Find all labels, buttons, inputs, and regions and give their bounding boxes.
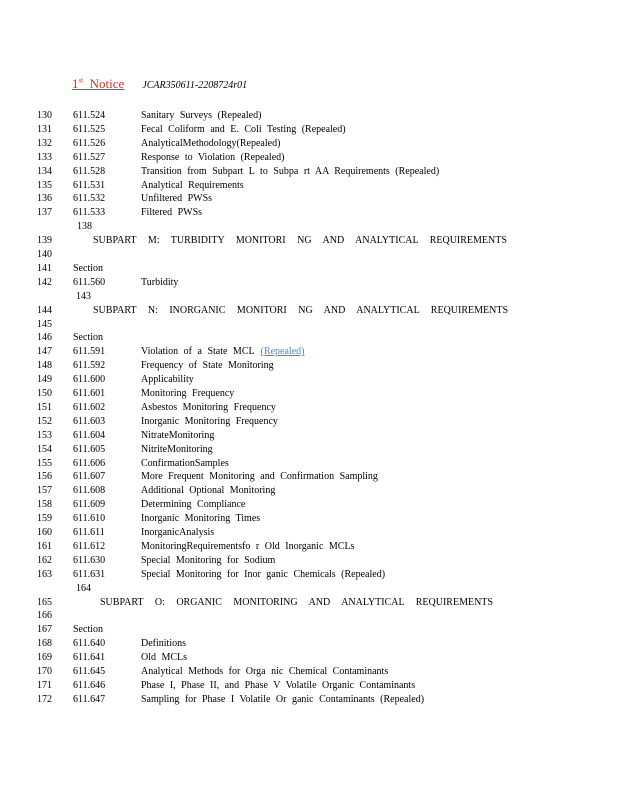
document-line xyxy=(0,568,618,582)
section-title xyxy=(141,151,284,165)
section-number: 611.607 xyxy=(73,471,106,483)
section-title xyxy=(141,512,260,526)
section-title-text: Response to Violation (Repealed) xyxy=(141,151,285,163)
section-title-text: Additional Optional Monitoring xyxy=(141,485,276,497)
section-number: Section xyxy=(73,332,103,344)
section-title xyxy=(141,554,275,568)
document-line xyxy=(0,345,618,359)
section-title xyxy=(141,470,378,484)
line-number: 166 xyxy=(37,610,52,622)
document-line xyxy=(0,415,618,429)
section-title xyxy=(141,665,388,679)
section-title-text: Frequency of State Monitoring xyxy=(141,360,274,372)
section-title-text: NitrateMonitoring xyxy=(141,429,215,441)
document-line xyxy=(0,526,618,540)
line-number: 145 xyxy=(37,318,52,330)
line-number: 148 xyxy=(37,360,52,372)
section-title-text: AnalyticalMethodology(Repealed) xyxy=(141,137,281,149)
notice-link[interactable]: 1st Notice xyxy=(72,76,125,91)
line-number: 153 xyxy=(37,429,52,441)
section-number: Section xyxy=(73,624,103,636)
section-number: 611.591 xyxy=(73,346,106,358)
document-line xyxy=(0,637,618,651)
section-title-text: Inorganic Monitoring Times xyxy=(141,513,261,525)
section-number: 611.526 xyxy=(73,137,106,149)
subpart-heading: SUBPART O: ORGANIC MONITORING AND ANALYTICAL REQUIREMENTS xyxy=(100,596,493,608)
document-line xyxy=(0,276,618,290)
stray-line-number: 143 xyxy=(76,290,91,302)
section-title-text: Transition from Subpart L to Subpa rt AA Requirements (Repealed) xyxy=(141,165,440,177)
document-line xyxy=(0,318,618,332)
document-line xyxy=(0,651,618,665)
section-title xyxy=(141,373,194,387)
line-number: 135 xyxy=(37,179,52,191)
line-number: 155 xyxy=(37,457,52,469)
document-line xyxy=(0,596,618,610)
line-number: 130 xyxy=(37,110,52,121)
section-title-text: Fecal Coliform and E. Coli Testing (Repealed) xyxy=(141,123,346,135)
section-title xyxy=(141,345,304,359)
document-line xyxy=(0,179,618,193)
section-number: 611.610 xyxy=(73,513,106,525)
section-number: 611.528 xyxy=(73,165,106,177)
section-number: 611.524 xyxy=(73,110,106,121)
document-line xyxy=(0,484,618,498)
section-title-text: Old MCLs xyxy=(141,652,188,664)
section-title-text: Sanitary Surveys (Repealed) xyxy=(141,110,262,121)
repealed-link[interactable]: (Repealed) xyxy=(260,346,305,358)
line-number: 147 xyxy=(37,346,52,358)
section-title-text: Definitions xyxy=(141,638,186,650)
subpart-heading: SUBPART N: INORGANIC MONITORI NG AND ANALYTICAL REQUIREMENTS xyxy=(93,304,509,316)
section-title xyxy=(141,192,212,206)
line-number: 169 xyxy=(37,652,52,664)
section-title-text: Monitoring Frequency xyxy=(141,388,235,399)
section-title-text: NitriteMonitoring xyxy=(141,443,213,455)
document-line xyxy=(0,498,618,512)
section-title xyxy=(141,429,214,443)
section-title-text: Filtered PWSs xyxy=(141,207,203,219)
section-number: 611.608 xyxy=(73,485,106,497)
subpart-heading: SUBPART M: TURBIDITY MONITORI NG AND ANALYTICAL REQUIREMENTS xyxy=(93,235,507,247)
stray-line-number: 164 xyxy=(76,582,91,594)
section-title xyxy=(141,498,245,512)
section-number: 611.560 xyxy=(73,276,106,288)
line-number: 134 xyxy=(37,165,52,177)
section-title xyxy=(141,359,274,373)
section-title xyxy=(141,137,280,151)
line-number: 154 xyxy=(37,443,52,455)
line-number: 136 xyxy=(37,193,52,205)
section-title-text: MonitoringRequirementsfo r Old Inorganic MCLs xyxy=(141,540,355,552)
section-title xyxy=(141,415,278,429)
line-number: 156 xyxy=(37,471,52,483)
section-number: 611.603 xyxy=(73,415,106,427)
document-line xyxy=(0,512,618,526)
line-number: 163 xyxy=(37,568,52,580)
line-number: 152 xyxy=(37,415,52,427)
document-line xyxy=(0,206,618,220)
line-number: 167 xyxy=(37,624,52,636)
section-title xyxy=(141,637,186,651)
section-title-text: Analytical Methods for Orga nic Chemical Contaminants xyxy=(141,666,389,677)
stray-line-number: 138 xyxy=(77,221,92,233)
section-title xyxy=(141,401,276,415)
section-number: 611.602 xyxy=(73,401,106,413)
line-number: 133 xyxy=(37,151,52,163)
document-line xyxy=(0,443,618,457)
line-number: 171 xyxy=(37,679,52,691)
line-number: 159 xyxy=(37,513,52,525)
document-line xyxy=(0,387,618,401)
document-line xyxy=(0,331,618,345)
section-title-text: Applicability xyxy=(141,374,194,386)
section-number: 611.611 xyxy=(73,527,105,538)
document-line xyxy=(0,220,618,234)
section-title-text: Analytical Requirements xyxy=(141,179,244,191)
line-number: 162 xyxy=(37,554,52,566)
document-line xyxy=(0,582,618,596)
section-title-text: More Frequent Monitoring and Confirmation Sampling xyxy=(141,471,378,483)
section-number: 611.600 xyxy=(73,374,106,386)
section-number: Section xyxy=(73,262,103,274)
section-title-text: Phase I, Phase II, and Phase V Volatile Organic Contaminants xyxy=(141,679,416,691)
document-line xyxy=(0,109,618,123)
section-number: 611.612 xyxy=(73,540,106,552)
section-number: 611.647 xyxy=(73,693,106,705)
section-title xyxy=(141,651,187,665)
section-title-text: ConfirmationSamples xyxy=(141,457,229,469)
document-line xyxy=(0,262,618,276)
section-title xyxy=(141,109,261,123)
line-number: 142 xyxy=(37,276,52,288)
section-title-text: Sampling for Phase I Volatile Or ganic Contaminants (Repealed) xyxy=(141,693,425,705)
document-line xyxy=(0,401,618,415)
document-line xyxy=(0,151,618,165)
section-title xyxy=(141,679,415,693)
section-number: 611.531 xyxy=(73,179,106,191)
section-title xyxy=(141,693,424,707)
document-line xyxy=(0,165,618,179)
document-line xyxy=(0,137,618,151)
section-number: 611.605 xyxy=(73,443,106,455)
section-number: 611.532 xyxy=(73,193,106,205)
document-line xyxy=(0,359,618,373)
section-title-text: Determining Compliance xyxy=(141,499,246,511)
section-title-text: Inorganic Monitoring Frequency xyxy=(141,415,278,427)
section-title-text: Violation of a State MCL xyxy=(141,346,255,358)
section-number: 611.630 xyxy=(73,554,106,566)
section-title-text: Special Monitoring for Sodium xyxy=(141,554,276,566)
section-number: 611.609 xyxy=(73,499,106,511)
section-number: 611.606 xyxy=(73,457,106,469)
line-number: 160 xyxy=(37,527,52,538)
section-title-text: Turbidity xyxy=(141,276,179,288)
document-line xyxy=(0,609,618,623)
document-line xyxy=(0,665,618,679)
section-title xyxy=(141,484,275,498)
section-number: 611.527 xyxy=(73,151,106,163)
document-line xyxy=(0,290,618,304)
document-line xyxy=(0,429,618,443)
line-number: 140 xyxy=(37,249,52,260)
section-title xyxy=(141,276,178,290)
section-number: 611.646 xyxy=(73,679,106,691)
section-title xyxy=(141,179,244,193)
line-number: 137 xyxy=(37,207,52,219)
line-number: 150 xyxy=(37,388,52,399)
line-number: 165 xyxy=(37,596,52,608)
document-line xyxy=(0,457,618,471)
section-title-text: Unfiltered PWSs xyxy=(141,193,213,205)
section-number: 611.525 xyxy=(73,123,106,135)
line-number: 139 xyxy=(37,235,52,247)
section-number: 611.592 xyxy=(73,360,106,372)
line-number: 144 xyxy=(37,304,52,316)
section-number: 611.631 xyxy=(73,568,106,580)
line-number: 172 xyxy=(37,693,52,705)
section-number: 611.533 xyxy=(73,207,106,219)
document-line xyxy=(0,123,618,137)
section-number: 611.604 xyxy=(73,429,106,441)
section-title xyxy=(141,568,385,582)
line-number: 149 xyxy=(37,374,52,386)
jcar-id: JCAR350611-2208724r01 xyxy=(142,80,248,91)
document-line xyxy=(0,554,618,568)
section-number: 611.641 xyxy=(73,652,106,664)
document-line xyxy=(0,234,618,248)
document-line xyxy=(0,693,618,707)
document-line xyxy=(0,679,618,693)
line-number: 161 xyxy=(37,540,52,552)
document-line xyxy=(0,373,618,387)
line-number: 131 xyxy=(37,123,52,135)
notice-header xyxy=(72,76,247,92)
section-title xyxy=(141,165,439,179)
line-number: 146 xyxy=(37,332,52,344)
document-line xyxy=(0,540,618,554)
section-title xyxy=(141,443,213,457)
section-title xyxy=(141,457,229,471)
line-number: 168 xyxy=(37,638,52,650)
document-line xyxy=(0,192,618,206)
section-title xyxy=(141,387,234,401)
document-line xyxy=(0,304,618,318)
line-number: 157 xyxy=(37,485,52,497)
line-number: 158 xyxy=(37,499,52,511)
section-title-text: InorganicAnalysis xyxy=(141,527,215,538)
document-line xyxy=(0,470,618,484)
section-title-text: Asbestos Monitoring Frequency xyxy=(141,401,276,413)
section-number: 611.601 xyxy=(73,388,106,399)
document-line xyxy=(0,248,618,262)
section-title xyxy=(141,123,346,137)
line-number: 151 xyxy=(37,401,52,413)
line-number: 170 xyxy=(37,666,52,677)
line-number: 132 xyxy=(37,137,52,149)
line-number: 141 xyxy=(37,262,52,274)
section-number: 611.640 xyxy=(73,638,106,650)
section-title-text: Special Monitoring for Inor ganic Chemicals (Repealed) xyxy=(141,568,386,580)
section-number: 611.645 xyxy=(73,666,106,677)
section-title xyxy=(141,206,202,220)
section-title xyxy=(141,540,354,554)
document-line xyxy=(0,623,618,637)
section-title xyxy=(141,526,214,540)
